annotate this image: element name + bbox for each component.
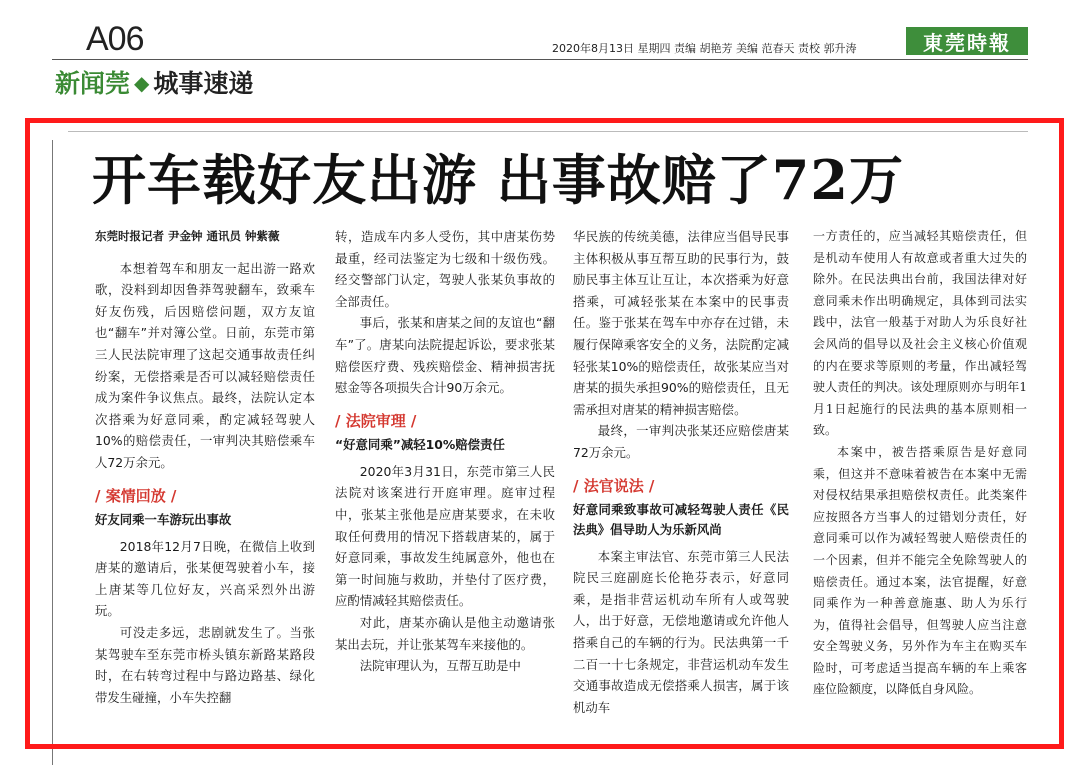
paragraph: 本案中，被告搭乘原告是好意同乘，但这并不意味着被告在本案中无需对侵权结果承担赔偿权责任。此类案件应按照各方当事人的过错划分责任，好意同乘可以作为减轻驾驶人赔偿责任的一个因素，但并不能完全免除驾驶人的赔偿责任。通过本案，法官提醒，好意同乘作为一种善意施惠、助人为乐行为，值得社会倡导，但驾驶人应当注意安全驾驶义务，另外作为车主在购买车险时，可考虑适当提高车辆的车上乘客座位险额度，以降低自身风险。 <box>813 444 1027 697</box>
article-byline: 东莞时报记者 尹金钟 通讯员 钟紫薇 <box>95 229 280 243</box>
paragraph: 2020年3月31日，东莞市第三人民法院对该案进行开庭审理。庭审过程中，张某主张他是应唐某要求，在未收取任何费用的情况下搭载唐某的，属于好意同乘，事故发生纯属意外，他也在第一时间施与救助，并垫付了医疗费，应酌情减轻其赔偿责任。 <box>335 463 555 609</box>
paragraph: 2018年12月7日晚，在微信上收到唐某的邀请后，张某便驾驶着小车，接上唐某等几位好友，兴高采烈外出游玩。 <box>95 538 315 619</box>
subsection-heading: / 案情回放 / <box>95 486 177 505</box>
paragraph: 本案主审法官、东莞市第三人民法院民三庭副庭长伦艳芬表示，好意同乘，是指非营运机动车所有人或驾驶人，出于好意，无偿地邀请或允许他人搭乘自己的车辆的行为。民法典第一千二百一十七条规定，非营运机动车发生交通事故造成无偿搭乘人损害，属于该机动车 <box>573 548 789 715</box>
subsection-heading: / 法官说法 / <box>573 476 655 495</box>
paragraph: 本想着驾车和朋友一起出游一路欢歌，没料到却因鲁莽驾驶翻车，致乘车好友伤残，后因赔偿问题，双方友谊也“翻车”并对簿公堂。日前，东莞市第三人民法院审理了这起交通事故责任纠纷案，无偿搭乘是否可以减轻赔偿责任成为案件争议焦点。最终，法院认定本次搭乘为好意同乘，酌定减轻驾驶人10%的赔偿责任，一审判决其赔偿乘车人72万余元。 <box>95 260 315 470</box>
paragraph: 可没走多远，悲剧就发生了。当张某驾驶车至东莞市桥头镇东新路某路段时，在右转弯过程中与路边路基、绿化带发生碰撞，小车失控翻 <box>95 624 315 705</box>
section-title <box>55 64 253 100</box>
article-headline: 开车载好友出游 出事故赔了72万 <box>92 148 904 212</box>
subsection-title: 好友同乘一车游玩出事故 <box>95 511 232 527</box>
paragraph: 法院审理认为，互帮互助是中 <box>359 658 521 674</box>
subsection-title: 好意同乘致事故可减轻驾驶人责任《民法典》倡导助人为乐新风尚 <box>573 501 789 537</box>
subsection-heading: / 法院审理 / <box>335 411 417 430</box>
newspaper-masthead: 東莞時報 <box>906 27 1028 55</box>
page-number: A06 <box>86 20 144 58</box>
paragraph: 对此，唐某亦确认是他主动邀请张某出去玩，并让张某驾车来接他的。 <box>335 614 555 652</box>
subsection-title: “好意同乘”减轻10%赔偿责任 <box>335 436 505 452</box>
paragraph: 事后，张某和唐某之间的友谊也“翻车”了。唐某向法院提起诉讼，要求张某赔偿医疗费、残疾赔偿金、精神损害抚慰金等各项损失合计90万余元。 <box>335 315 555 396</box>
section-name: 新闻莞 <box>55 69 131 98</box>
paragraph: 最终，一审判决张某还应赔偿唐某72万余元。 <box>573 423 789 460</box>
paragraph: 华民族的传统美德，法律应当倡导民事主体积极从事互帮互助的民事行为，鼓励民事主体互让互让，本次搭乘为好意搭乘，可减轻张某在本案中的民事责任。鉴于张某在驾车中亦存在过错，未履行保障乘客安全的义务，法院酌定减轻张某10%的赔偿责任，故张某应当对唐某的损失承担90%的赔偿责任，且无需承担对唐某的精神损害赔偿。 <box>573 229 789 417</box>
section-subname: 城事速递 <box>153 69 254 98</box>
paragraph: 转，造成车内多人受伤，其中唐某伤势最重，经司法鉴定为七级和十级伤残。经交警部门认定，驾驶人张某负事故的全部责任。 <box>335 229 555 309</box>
publication-meta: 2020年8月13日 星期四 责编 胡艳芳 美编 范春天 责校 郭升涛 <box>552 42 857 55</box>
header-rule <box>52 59 1028 60</box>
section-diamond-icon: ◆ <box>134 71 150 95</box>
paragraph: 一方责任的，应当减轻其赔偿责任，但是机动车使用人有故意或者重大过失的除外。在民法典出台前，我国法律对好意同乘未作出明确规定，具体到司法实践中，法官一般基于对助人为乐良好社会风尚的倡导以及社会主义核心价值观的内在要求等原则的考量，作出减轻驾驶人责任的判决。该处理原则亦与明年1月1日起施行的民法典的基本原则相一致。 <box>813 229 1027 438</box>
highlight-frame <box>25 118 1064 749</box>
